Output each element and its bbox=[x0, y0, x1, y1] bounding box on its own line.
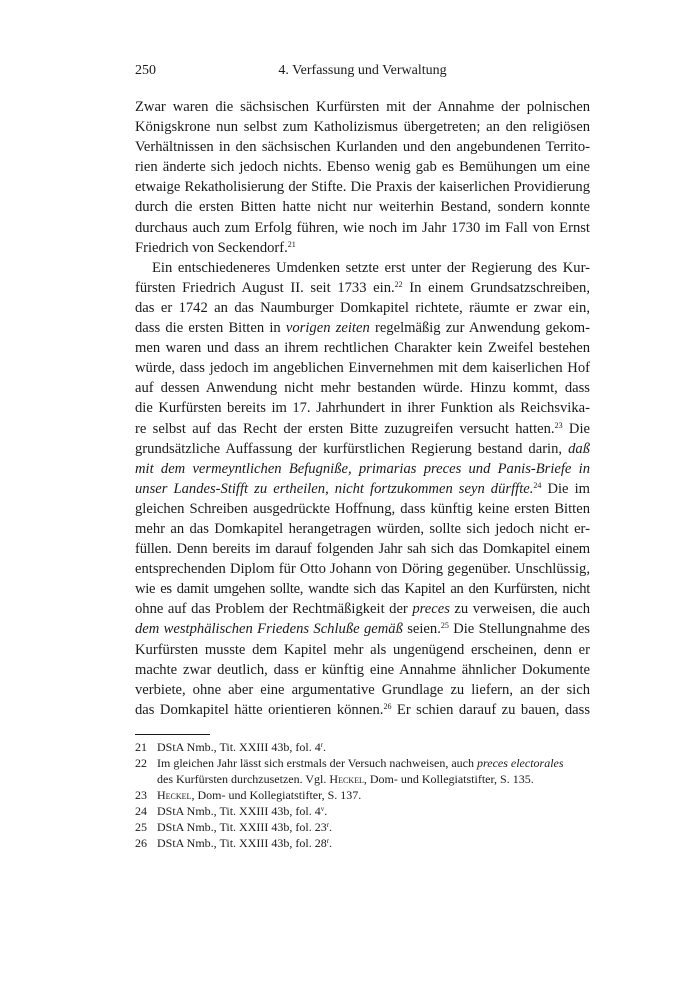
text-line: füllen. Denn bereits im darauf folgenden Jahr sah sich das Domkapitel einem bbox=[135, 541, 590, 558]
text-line: fürsten Friedrich August II. seit 1733 ein.$^{22}$ In einem Grundsatzschreiben, bbox=[135, 279, 590, 296]
author-name: Heckel bbox=[329, 772, 364, 786]
text-line: unser Landes-Stifft zu ertheilen, nicht fortzukommen seyn dürffte.$^{24}$ Die im bbox=[135, 480, 590, 497]
text-line: Friedrich von Seckendorf.$^{21}$ bbox=[135, 239, 296, 256]
text-line: verbiete, ohne aber eine argumentative Grundlage zu liefern, an der sich bbox=[135, 681, 590, 698]
text-line: durch die ersten Bitten hatte nicht nur weiterhin Bestand, sondern konnte bbox=[135, 199, 590, 216]
footnote-number: 21 bbox=[135, 740, 147, 754]
text-line: dem westphälischen Friedens Schluße gemäß seien.$^{25}$ Die Stellungnahme des bbox=[135, 621, 590, 638]
italic-quote: unser Landes-Stifft zu ertheilen, nicht fortzukommen seyn dürffte. bbox=[135, 480, 534, 497]
italic-quote: daß bbox=[568, 440, 590, 457]
text-line: ohne auf das Problem der Rechtmäßigkeit der preces zu verweisen, die auch bbox=[135, 601, 590, 618]
footnote-number: 25 bbox=[135, 820, 147, 834]
footnote-number: 26 bbox=[135, 836, 147, 850]
footnote-ref: 24 bbox=[533, 480, 542, 490]
text-line: rien änderte sich jedoch nichts. Ebenso wenig gab es Bemühungen um eine bbox=[135, 159, 590, 176]
section-title: 4. Verfassung und Verwaltung bbox=[278, 63, 447, 78]
page-number: 250 bbox=[135, 63, 156, 78]
text-line: men waren und dass an ihrem rechtlichen Charakter kein Zweifel bestehen bbox=[135, 340, 590, 357]
text-line: etwaige Rekatholisierung der Stifte. Die Praxis der kaiserlichen Providierung bbox=[135, 179, 590, 196]
italic-quote: mit dem vermeyntlichen Befugniße, primarias preces und Panis-Briefe in bbox=[135, 460, 590, 477]
footnote-ref: 22 bbox=[394, 279, 403, 289]
text-line: dass die ersten Bitten in vorigen zeiten regelmäßig zur Anwendung gekom- bbox=[135, 320, 590, 337]
text-line: grundsätzliche Auffassung der kurfürstlichen Regierung bestand darin, daß bbox=[135, 440, 590, 457]
text-line: Zwar waren die sächsischen Kurfürsten mit der Annahme der polnischen bbox=[135, 99, 590, 115]
footnote: 24 DStA Nmb., Tit. XXIII 43b, fol. 4$^v$. bbox=[135, 804, 328, 818]
text-line: wie es damit umgehen sollte, wandte sich das Kapitel an den Kurfürsten, nicht bbox=[135, 581, 590, 598]
paragraph-first-line: Ein entschiedeneres Umdenken setzte erst unter der Regierung des Kur- bbox=[152, 259, 590, 276]
footnote: 26 DStA Nmb., Tit. XXIII 43b, fol. 28$^r$. bbox=[135, 836, 333, 850]
footnote: 25 DStA Nmb., Tit. XXIII 43b, fol. 23$^r$. bbox=[135, 820, 333, 834]
author-name: Heckel bbox=[157, 788, 192, 802]
text-line: Kurfürsten musste dem Kapitel mehr als ungenügend erscheinen, denn er bbox=[135, 641, 590, 658]
text-line: gleichen Schreiben ausgedrückte Hoffnung, dass künftig keine ersten Bitten bbox=[135, 500, 590, 517]
text-line: entsprechenden Diplom für Otto Johann von Döring gegenüber. Unschlüssig, bbox=[135, 561, 590, 578]
text-line bbox=[135, 459, 590, 479]
italic-quote: dem westphälischen Friedens Schluße gemäß bbox=[135, 621, 403, 638]
footnotes bbox=[135, 739, 590, 851]
body-text bbox=[135, 97, 590, 720]
footnote: 23 Heckel, Dom- und Kollegiatstifter, S. 137. bbox=[135, 788, 362, 802]
italic-quote: preces bbox=[412, 601, 450, 618]
footnote-number: 22 bbox=[135, 756, 147, 770]
footnote: 22 Im gleichen Jahr lässt sich erstmals der Versuch nachweisen, auch preces electorales bbox=[135, 756, 564, 770]
footnote-divider bbox=[135, 734, 210, 735]
footnote: 21 DStA Nmb., Tit. XXIII 43b, fol. 4$^r$. bbox=[135, 740, 327, 754]
text-line: mehr an das Domkapitel herangetragen würden, sollte sich jedoch nicht er- bbox=[135, 520, 590, 537]
footnote-ref: 25 bbox=[440, 621, 449, 631]
text-line: Königskrone nun selbst zum Katholizismus übergetreten; an den religiösen bbox=[135, 119, 590, 136]
text-line: auf dessen Anwendung nicht mehr bestanden würde. Hinzu kommt, dass bbox=[135, 380, 590, 397]
footnote-ref: 21 bbox=[287, 239, 296, 249]
text-line: durchaus auch zum Erfolg führen, wie noch im Jahr 1730 im Fall von Ernst bbox=[135, 219, 590, 236]
text-line: Verhältnissen in den sächsischen Kurlanden und den angebundenen Territo- bbox=[135, 139, 590, 156]
footnote-number: 23 bbox=[135, 788, 147, 802]
text-line: würde, dass jedoch im angeblichen Einvernehmen mit dem kaiserlichen Hof bbox=[135, 360, 590, 377]
footnote-ref: 26 bbox=[383, 701, 392, 711]
footnote-continuation: des Kurfürsten durchzusetzen. Vgl. Heckel, Dom- und Kollegiatstifter, S. 135. bbox=[157, 772, 534, 786]
text-line: das er 1742 an das Naumburger Domkapitel richtete, räumte er zwar ein, bbox=[135, 299, 590, 316]
text-line: die Kurfürsten bereits im 17. Jahrhundert in ihrer Funktion als Reichsvika- bbox=[135, 400, 590, 417]
footnote-number: 24 bbox=[135, 804, 147, 818]
footnote-ref: 23 bbox=[554, 420, 563, 430]
text-line: das Domkapitel hätte orientieren können.$^{26}$ Er schien darauf zu bauen, dass bbox=[135, 701, 591, 718]
italic-quote: vorigen zeiten bbox=[285, 320, 370, 337]
text-line: machte zwar deutlich, dass er künftig eine Annahme ähnlicher Dokumente bbox=[135, 661, 590, 678]
text-line: re selbst auf das Recht der ersten Bitte zuzugreifen versucht hatten.$^{23}$ Die bbox=[135, 420, 590, 437]
running-head bbox=[135, 63, 590, 83]
